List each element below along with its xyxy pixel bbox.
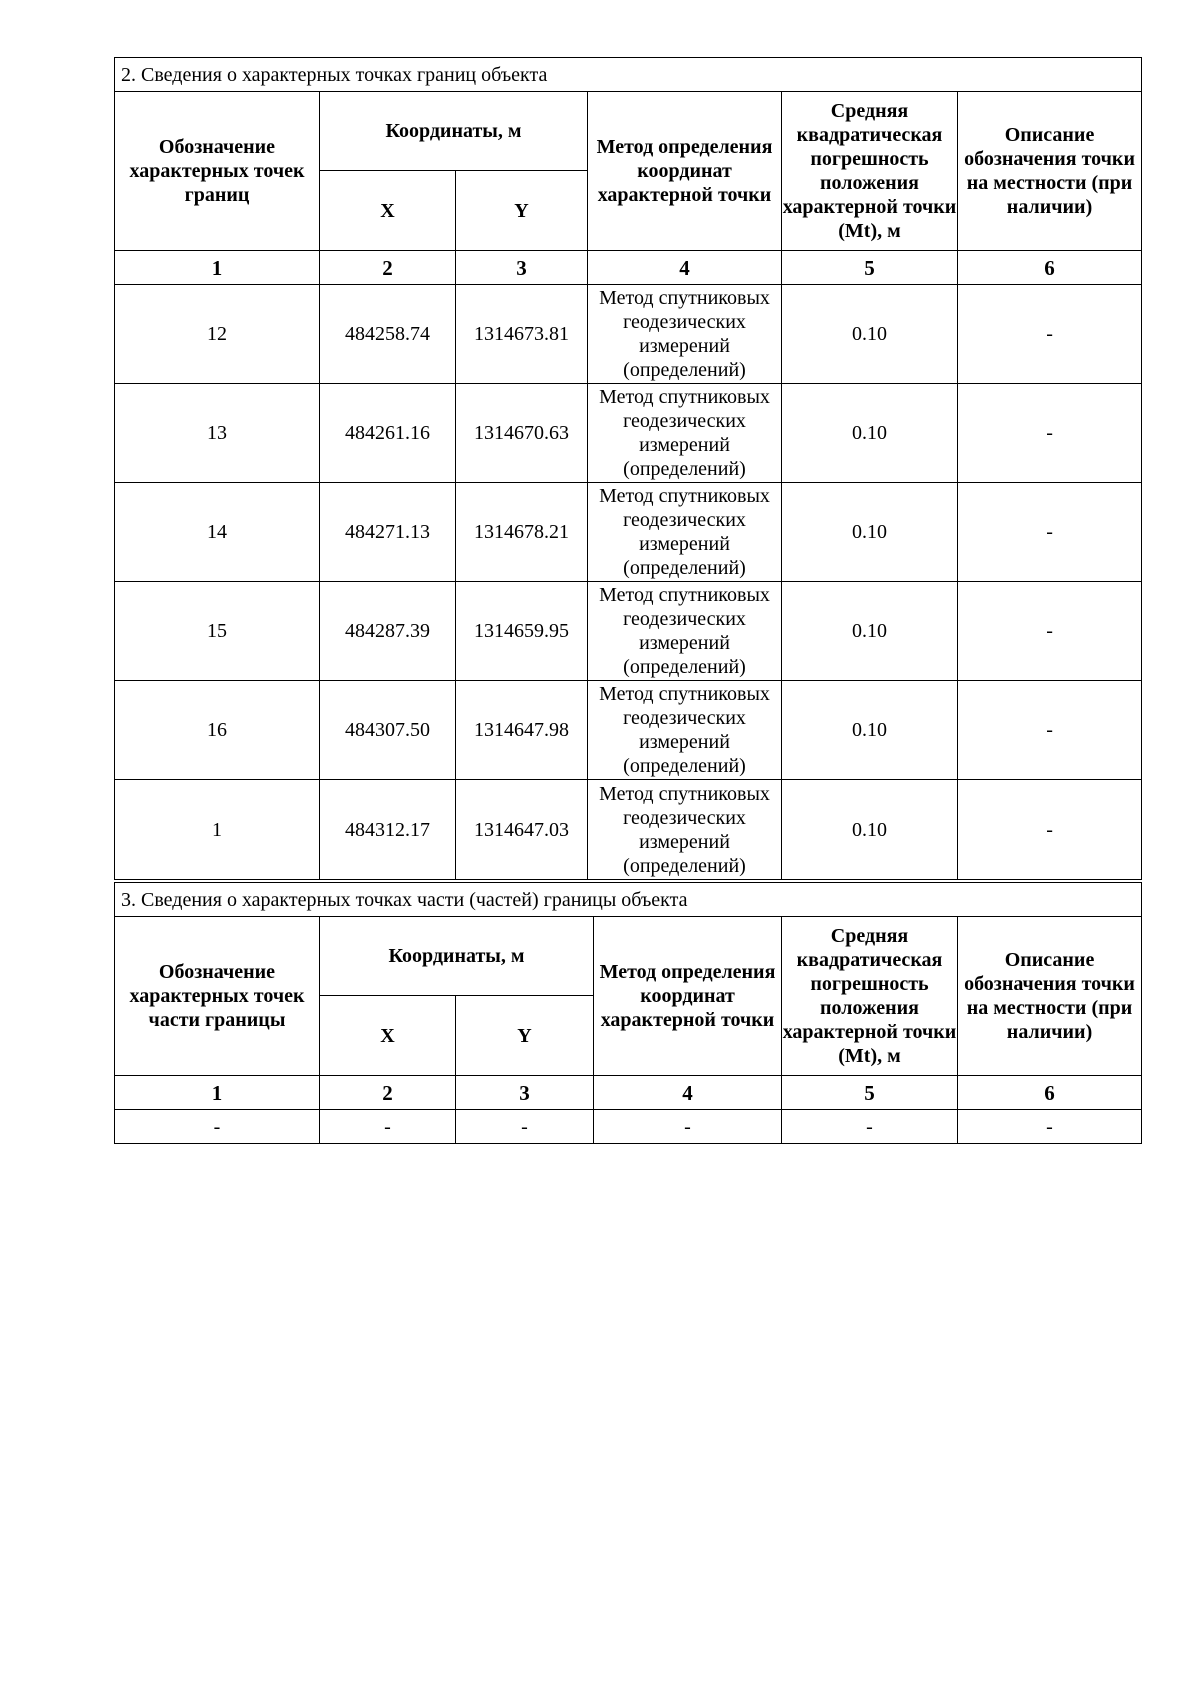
header-designation: Обозначение характерных точек части границы (115, 917, 320, 1076)
method: Метод спутниковых геодезических измерений (определений) (588, 681, 782, 780)
point-description: - (958, 285, 1142, 384)
header-description: Описание обозначения точки на местности (при наличии) (958, 92, 1142, 251)
coord-y: 1314659.95 (456, 582, 588, 681)
point-designation: 14 (115, 483, 320, 582)
point-designation: 1 (115, 780, 320, 880)
method: Метод спутниковых геодезических измерений (определений) (588, 384, 782, 483)
column-number: 6 (958, 251, 1142, 285)
column-number: 5 (782, 1076, 958, 1110)
coord-y: 1314647.98 (456, 681, 588, 780)
error-mt: 0.10 (782, 582, 958, 681)
point-designation: - (115, 1110, 320, 1144)
error-mt: 0.10 (782, 681, 958, 780)
method: Метод спутниковых геодезических измерений (определений) (588, 285, 782, 384)
column-number-row (115, 251, 1142, 285)
section-3-title: 3. Сведения о характерных точках части (частей) границы объекта (115, 883, 1142, 917)
point-description: - (958, 384, 1142, 483)
point-description: - (958, 681, 1142, 780)
table-row (115, 483, 1142, 582)
header-method: Метод определения координат характерной точки (594, 917, 782, 1076)
coord-y: 1314647.03 (456, 780, 588, 880)
point-designation: 16 (115, 681, 320, 780)
column-number: 4 (594, 1076, 782, 1110)
header-designation: Обозначение характерных точек границ (115, 92, 320, 251)
table-row (115, 1110, 1142, 1144)
point-designation: 15 (115, 582, 320, 681)
error-mt: 0.10 (782, 384, 958, 483)
error-mt: 0.10 (782, 483, 958, 582)
coord-y: 1314673.81 (456, 285, 588, 384)
point-description: - (958, 582, 1142, 681)
column-number-row (115, 1076, 1142, 1110)
header-error: Средняя квадратическая погрешность положения характерной точки (Mt), м (782, 917, 958, 1076)
boundary-points-table (114, 57, 1142, 880)
coord-x: 484258.74 (320, 285, 456, 384)
column-number: 1 (115, 1076, 320, 1110)
method: - (594, 1110, 782, 1144)
header-error: Средняя квадратическая погрешность положения характерной точки (Mt), м (782, 92, 958, 251)
table-row (115, 681, 1142, 780)
coord-x: 484312.17 (320, 780, 456, 880)
table-row (115, 780, 1142, 880)
point-description: - (958, 483, 1142, 582)
column-number: 6 (958, 1076, 1142, 1110)
point-designation: 12 (115, 285, 320, 384)
part-boundary-points-table (114, 882, 1142, 1144)
column-number: 2 (320, 251, 456, 285)
table-row (115, 582, 1142, 681)
coord-x: 484271.13 (320, 483, 456, 582)
point-description: - (958, 1110, 1142, 1144)
table-row (115, 384, 1142, 483)
coord-x: 484307.50 (320, 681, 456, 780)
header-method: Метод определения координат характерной точки (588, 92, 782, 251)
error-mt: 0.10 (782, 780, 958, 880)
header-x: X (320, 171, 456, 251)
method: Метод спутниковых геодезических измерений (определений) (588, 780, 782, 880)
coord-x: 484287.39 (320, 582, 456, 681)
column-number: 4 (588, 251, 782, 285)
table-row (115, 285, 1142, 384)
column-number: 5 (782, 251, 958, 285)
coord-x: 484261.16 (320, 384, 456, 483)
header-description: Описание обозначения точки на местности (при наличии) (958, 917, 1142, 1076)
column-number: 3 (456, 1076, 594, 1110)
point-designation: 13 (115, 384, 320, 483)
header-y: Y (456, 996, 594, 1076)
method: Метод спутниковых геодезических измерений (определений) (588, 582, 782, 681)
column-number: 1 (115, 251, 320, 285)
method: Метод спутниковых геодезических измерений (определений) (588, 483, 782, 582)
header-x: X (320, 996, 456, 1076)
coord-y: 1314670.63 (456, 384, 588, 483)
point-description: - (958, 780, 1142, 880)
section-2-title: 2. Сведения о характерных точках границ объекта (115, 58, 1142, 92)
header-y: Y (456, 171, 588, 251)
header-coordinates: Координаты, м (320, 917, 594, 996)
error-mt: - (782, 1110, 958, 1144)
error-mt: 0.10 (782, 285, 958, 384)
column-number: 3 (456, 251, 588, 285)
coord-y: 1314678.21 (456, 483, 588, 582)
coord-y: - (456, 1110, 594, 1144)
column-number: 2 (320, 1076, 456, 1110)
header-coordinates: Координаты, м (320, 92, 588, 171)
coord-x: - (320, 1110, 456, 1144)
